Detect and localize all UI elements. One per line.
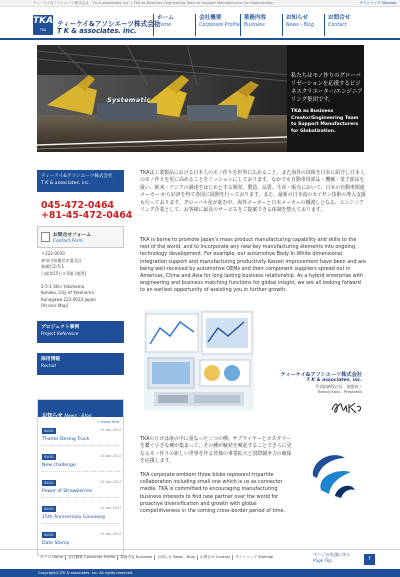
hero-title: 私たちはモノ作りのグローバリゼーションを応援するビジネスクリエーター/エンジニアリング集団です。 bbox=[291, 73, 363, 103]
site-tagline: ティーケイ&アソシエーツ株式会社 TK & associates, inc. | TKA as Business Engineering Team to Support Manufacturers for Globalization bbox=[33, 1, 274, 5]
news-title: New challenge bbox=[42, 463, 76, 468]
news-date: 10-Apr-2017 bbox=[99, 506, 122, 510]
sidebar-company-en: T K & associates. inc. bbox=[41, 181, 90, 186]
logo-glyph: TKA bbox=[33, 16, 54, 26]
news-panel bbox=[37, 399, 124, 556]
emblem-text-ja: TKAのロゴは歯の中に重なった三つの種、サプライヤーとカスタマーを繋ぐ小さな種が集まって、その種が触発を喚起することでさらに更なるモノ作りの新しい世界を作る皆様の事業拡大と国際競争力の確保を応援します。 bbox=[140, 436, 292, 465]
project-reference-en: Project Reference bbox=[41, 331, 79, 336]
nav-label-ja: 会社概要 bbox=[199, 15, 222, 21]
blog-badge: BLOG bbox=[42, 506, 56, 512]
contact-form-label-ja: お問合せフォーム bbox=[53, 233, 92, 238]
news-item[interactable] bbox=[42, 452, 122, 472]
contact-form-button[interactable] bbox=[37, 226, 124, 248]
blog-badge: BLOG bbox=[42, 480, 56, 486]
form-icon bbox=[41, 232, 50, 242]
project-reference-banner[interactable] bbox=[37, 321, 124, 343]
map-link[interactable]: 日総第15ビル5階 [地図] bbox=[41, 270, 87, 276]
address-line: Kohoku, City of Yokohama bbox=[41, 290, 94, 295]
nav-label-en: Business bbox=[243, 23, 265, 28]
rep-company-en: T K & associates. inc. bbox=[306, 378, 362, 383]
footer-link-business[interactable]: 業務内容 Business bbox=[118, 555, 155, 560]
nav-label-en: Corporate Profile bbox=[199, 23, 240, 28]
blog-badge: BLOG bbox=[42, 428, 56, 434]
company-logo[interactable] bbox=[33, 15, 53, 35]
address-line: Kanagawa 222-0033 Japan bbox=[41, 296, 96, 302]
news-date: 10-Apr-2017 bbox=[99, 428, 122, 432]
blog-badge: BLOG bbox=[42, 532, 56, 538]
footer-link-corporate-profile[interactable]: 会社概要 Corporate Profile bbox=[66, 555, 118, 560]
rep-name-en: Tomoji Kato - President bbox=[317, 389, 362, 395]
news-title: Date Stamp bbox=[42, 541, 70, 546]
recruit-ja: 採用情報 bbox=[41, 357, 61, 362]
nav-divider bbox=[0, 38, 400, 40]
news-item[interactable] bbox=[42, 504, 122, 524]
nav-business[interactable] bbox=[240, 14, 282, 36]
news-more-link[interactable]: » more info bbox=[97, 419, 119, 424]
nav-label-ja: お知らせ bbox=[285, 15, 309, 21]
tka-emblem-logo bbox=[307, 446, 359, 500]
footer-divider bbox=[0, 549, 400, 550]
news-title: Thanks Desing Truck bbox=[42, 437, 90, 442]
nav-label-ja: お問合せ bbox=[327, 15, 351, 21]
rep-company-ja: ティーケイ&アソシエーツ株式会社 bbox=[280, 372, 362, 378]
nav-label-ja: ホーム bbox=[157, 15, 174, 21]
news-item[interactable] bbox=[42, 530, 122, 550]
news-title-ja: お知らせ bbox=[42, 413, 63, 419]
sitemap-link[interactable]: サイトマップ Sitemap bbox=[359, 1, 397, 5]
contact-form-label-en: Contact Form bbox=[53, 239, 83, 244]
news-date: 10-Apr-2017 bbox=[99, 454, 122, 458]
news-date: 10-Apr-2017 bbox=[99, 480, 122, 484]
nav-corporate-profile[interactable] bbox=[195, 14, 240, 36]
address-line: 神奈川県横浜市港北区 bbox=[41, 257, 82, 263]
news-header bbox=[38, 400, 123, 417]
access-map-link[interactable]: [Access Map] bbox=[41, 303, 69, 308]
intro-text-en: TKA is borne to promote Japan's mass product manufacturing capability and skills to the rest of the world, and to incorporate any new key manufacturing elements into ongoing technology development. For example, our automotive Body In White dimensional integration support and manufacturing productivity Kaizen improvement have been and are being well-received by automotive OEMs and their component suppliers spread out in Americas, China and Asia for long lasting business relationship. As a hybrid enterprise with engineering and business matching functions for global insight, we are all looking forward to an earliest opportunity of assisting you in further growth. bbox=[140, 237, 366, 294]
top-bar bbox=[0, 0, 400, 7]
logo-caption: TKA bbox=[39, 28, 47, 32]
recruit-banner[interactable] bbox=[37, 353, 124, 375]
project-reference-ja: プロジェクト事例 bbox=[41, 325, 80, 330]
footer-link-home[interactable]: ホーム Home bbox=[38, 555, 66, 560]
hero-subtitle: TKA as Business Creator/Engineering Team to Support Manufacturers for Globalization. bbox=[291, 109, 359, 134]
engineering-collage-image bbox=[144, 310, 254, 410]
nav-contact[interactable] bbox=[324, 14, 366, 36]
footer-nav bbox=[38, 555, 275, 560]
page-top-link[interactable] bbox=[313, 552, 351, 563]
emblem-text-en: TKA corporate emblem three blobs represent tripartite collaboration including small one which is us as connector media. TKA is committed to encouraging manufacturing business interests to find new partner over the world for proactive diversification and growth with global competitiveness in the coming cross-border period of time. bbox=[140, 472, 286, 515]
page-top-en: Page Top bbox=[313, 557, 332, 563]
phone-international[interactable]: +81-45-472-0464 bbox=[41, 210, 133, 221]
blog-badge: BLOG bbox=[42, 454, 56, 460]
address-line: 新横浜2-5-1 bbox=[41, 264, 65, 269]
company-name-ja: ティーケイ&アソシエーツ株式会社 bbox=[57, 20, 161, 28]
news-title: Power of Strawberries bbox=[42, 489, 93, 494]
intro-text-ja: TKAは工業製品における日本人のモノ作りを世界に広めること、また海外の技術を日本に紹介し日本人のモノ作りを更に高めることをミッションにしております。なかでも自動車用部品・機械・電子部品を扱い、欧米・アジアの調達をはじめとする開発、製造、品質、生産・販売において、日本の自動車関連メーカー から好評を得て各国に展開を行っております。また、最新の日本流のカイゼン技術の導入支援も行っております。グローバル化が進む中、海外メーカーと日本メーカーの橋渡しとなる、エンジニアリング企業として、お客様に最良のサービスをご提案できる体制を整えております。 bbox=[140, 170, 366, 214]
president-signature bbox=[330, 400, 364, 416]
nav-news-blog[interactable] bbox=[282, 14, 324, 36]
main-nav bbox=[153, 14, 366, 36]
rep-title-ja: 代表取締役社長 加藤知三 bbox=[315, 384, 362, 389]
recruit-en: Recruit bbox=[41, 363, 56, 368]
representative-block bbox=[258, 371, 362, 395]
footer-link-sitemap[interactable]: サイトマップ Sitemap bbox=[235, 555, 274, 559]
nav-home[interactable] bbox=[153, 14, 195, 36]
page-top-ja: ページの先頭に戻る bbox=[313, 552, 351, 557]
sidebar bbox=[36, 170, 133, 560]
company-address bbox=[41, 251, 124, 310]
copyright-bar: Copyright(C)TK & associates. Inc. All rights reserved. bbox=[0, 569, 400, 577]
hero-banner bbox=[37, 45, 364, 152]
sidebar-company-ja: ティーケイ&アソシエーツ株式会社 bbox=[41, 174, 113, 179]
address-line: 2-5-1 Shin Yokohama bbox=[41, 283, 85, 289]
footer-link-contact[interactable]: お問合せ Contact bbox=[198, 555, 233, 560]
news-date: 10-Apr-2017 bbox=[99, 532, 122, 536]
arrow-up-icon[interactable]: ↑ bbox=[364, 554, 375, 565]
address-line: 〒222-0033 bbox=[41, 251, 65, 256]
footer-link-news-blog[interactable]: お知らせ News - Blog bbox=[155, 555, 198, 560]
news-item[interactable] bbox=[42, 478, 122, 498]
systematic-badge: Systematic bbox=[107, 96, 151, 104]
sidebar-company-banner bbox=[37, 170, 124, 192]
phone-domestic[interactable]: 045-472-0464 bbox=[41, 200, 115, 211]
engineering-photo bbox=[144, 310, 254, 410]
news-title-en: News - Blog bbox=[64, 414, 92, 419]
company-name-en: T K & associates. inc. bbox=[57, 27, 137, 35]
nav-label-en: Home bbox=[157, 23, 172, 28]
nav-label-ja: 業務内容 bbox=[243, 15, 267, 21]
news-title: 15th Anniversary Giveaway bbox=[42, 515, 106, 520]
nav-label-en: News - Blog bbox=[285, 23, 315, 28]
news-item[interactable] bbox=[42, 426, 122, 446]
nav-label-en: Contact bbox=[327, 23, 347, 28]
